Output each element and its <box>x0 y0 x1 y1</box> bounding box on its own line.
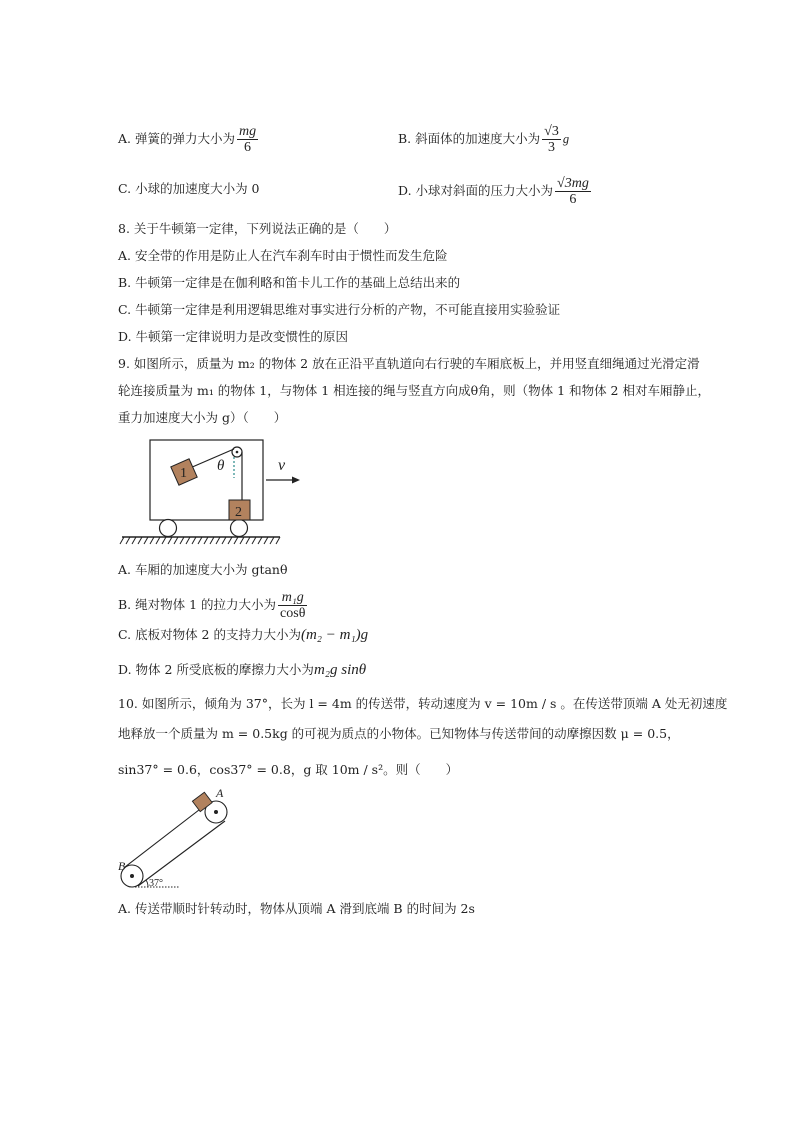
q7-option-a-prefix: A. 弹簧的弹力大小为 <box>118 131 235 146</box>
q10-angle-label: 37° <box>149 878 163 889</box>
q9-option-b-prefix: B. 绳对物体 1 的拉力大小为 <box>118 597 277 612</box>
q9-option-a: A. 车厢的加速度大小为 gtanθ <box>118 562 288 577</box>
q7-option-b-fraction <box>542 124 561 155</box>
q10-stem-line-3: sin37° = 0.6，cos37° = 0.8，g 取 10m / s²。则（ ） <box>118 762 459 777</box>
q9-option-b-fraction <box>278 590 307 621</box>
q9-train-car-figure <box>118 434 318 554</box>
q9-theta-label: θ <box>217 458 225 474</box>
q9-option-b <box>118 590 309 621</box>
q8-option-d: D. 牛顿第一定律说明力是改变惯性的原因 <box>118 329 349 344</box>
q9-stem-line-3: 重力加速度大小为 g）（ ） <box>118 410 287 425</box>
q7-option-c <box>118 181 260 197</box>
q9-option-c-expression: (m₂ − m₁)g <box>300 627 369 643</box>
q9-option-d-prefix: D. 物体 2 所受底板的摩擦力大小为 <box>118 662 314 677</box>
q9-block-1-label: 1 <box>180 466 187 481</box>
q10-stem-line-1: 10. 如图所示，倾角为 37°，长为 l = 4m 的传送带，转动速度为 v = 10m / s 。在传送带顶端 A 处无初速度 <box>118 696 728 711</box>
q8-stem: 8. 关于牛顿第一定律，下列说法正确的是（ ） <box>118 221 397 236</box>
q9-option-b-denominator: cosθ <box>280 606 306 621</box>
q9-option-c <box>118 627 368 643</box>
q7-option-d-prefix: D. 小球对斜面的压力大小为 <box>398 183 554 198</box>
q7-option-d-fraction <box>555 176 591 207</box>
q7-option-a <box>118 124 260 155</box>
q10-option-a: A. 传送带顺时针转动时，物体从顶端 A 滑到底端 B 的时间为 2s <box>118 901 475 916</box>
q7-option-b-suffix: g <box>562 132 570 146</box>
q9-option-d <box>118 662 366 678</box>
q10-conveyor-figure <box>112 786 242 892</box>
q7-option-a-denominator: 6 <box>244 140 252 155</box>
q9-velocity-label: v <box>278 457 286 474</box>
q7-option-b-denominator: 3 <box>547 140 555 155</box>
q9-stem-line-1: 9. 如图所示，质量为 m₂ 的物体 2 放在正沿平直轨道向右行驶的车厢底板上，并用竖直细绳通过光滑定滑 <box>118 356 700 371</box>
q10-label-b: B <box>118 859 126 873</box>
q9-stem-line-2: 轮连接质量为 m₁ 的物体 1，与物体 1 相连接的绳与竖直方向成θ角，则（物体 1 和物体 2 相对车厢静止， <box>118 383 710 398</box>
q7-option-a-fraction <box>237 124 258 155</box>
q8-option-a: A. 安全带的作用是防止人在汽车刹车时由于惯性而发生危险 <box>118 248 448 263</box>
q7-option-b <box>398 124 569 155</box>
q7-option-d-numerator: √3mg <box>557 176 589 191</box>
q8-option-b: B. 牛顿第一定律是在伽利略和笛卡儿工作的基础上总结出来的 <box>118 275 461 290</box>
q9-block-2-label: 2 <box>235 505 242 520</box>
q7-option-a-numerator: mg <box>238 124 257 139</box>
q7-option-d-denominator: 6 <box>569 192 577 207</box>
q9-option-b-numerator: m₁g <box>278 590 307 606</box>
q8-option-c: C. 牛顿第一定律是利用逻辑思维对事实进行分析的产物，不可能直接用实验验证 <box>118 302 561 317</box>
q9-option-d-expression: m₂g sinθ <box>313 662 367 678</box>
q7-option-c-text: C. 小球的加速度大小为 0 <box>118 181 260 196</box>
q9-option-c-prefix: C. 底板对物体 2 的支持力大小为 <box>118 627 301 642</box>
q7-option-b-prefix: B. 斜面体的加速度大小为 <box>398 131 541 146</box>
q7-option-b-numerator: √3 <box>544 124 559 139</box>
q10-stem-line-2: 地释放一个质量为 m = 0.5kg 的可视为质点的小物体。已知物体与传送带间的动摩擦因数 μ = 0.5， <box>118 726 680 741</box>
q7-option-d <box>398 176 593 207</box>
q10-label-a: A <box>216 786 224 800</box>
